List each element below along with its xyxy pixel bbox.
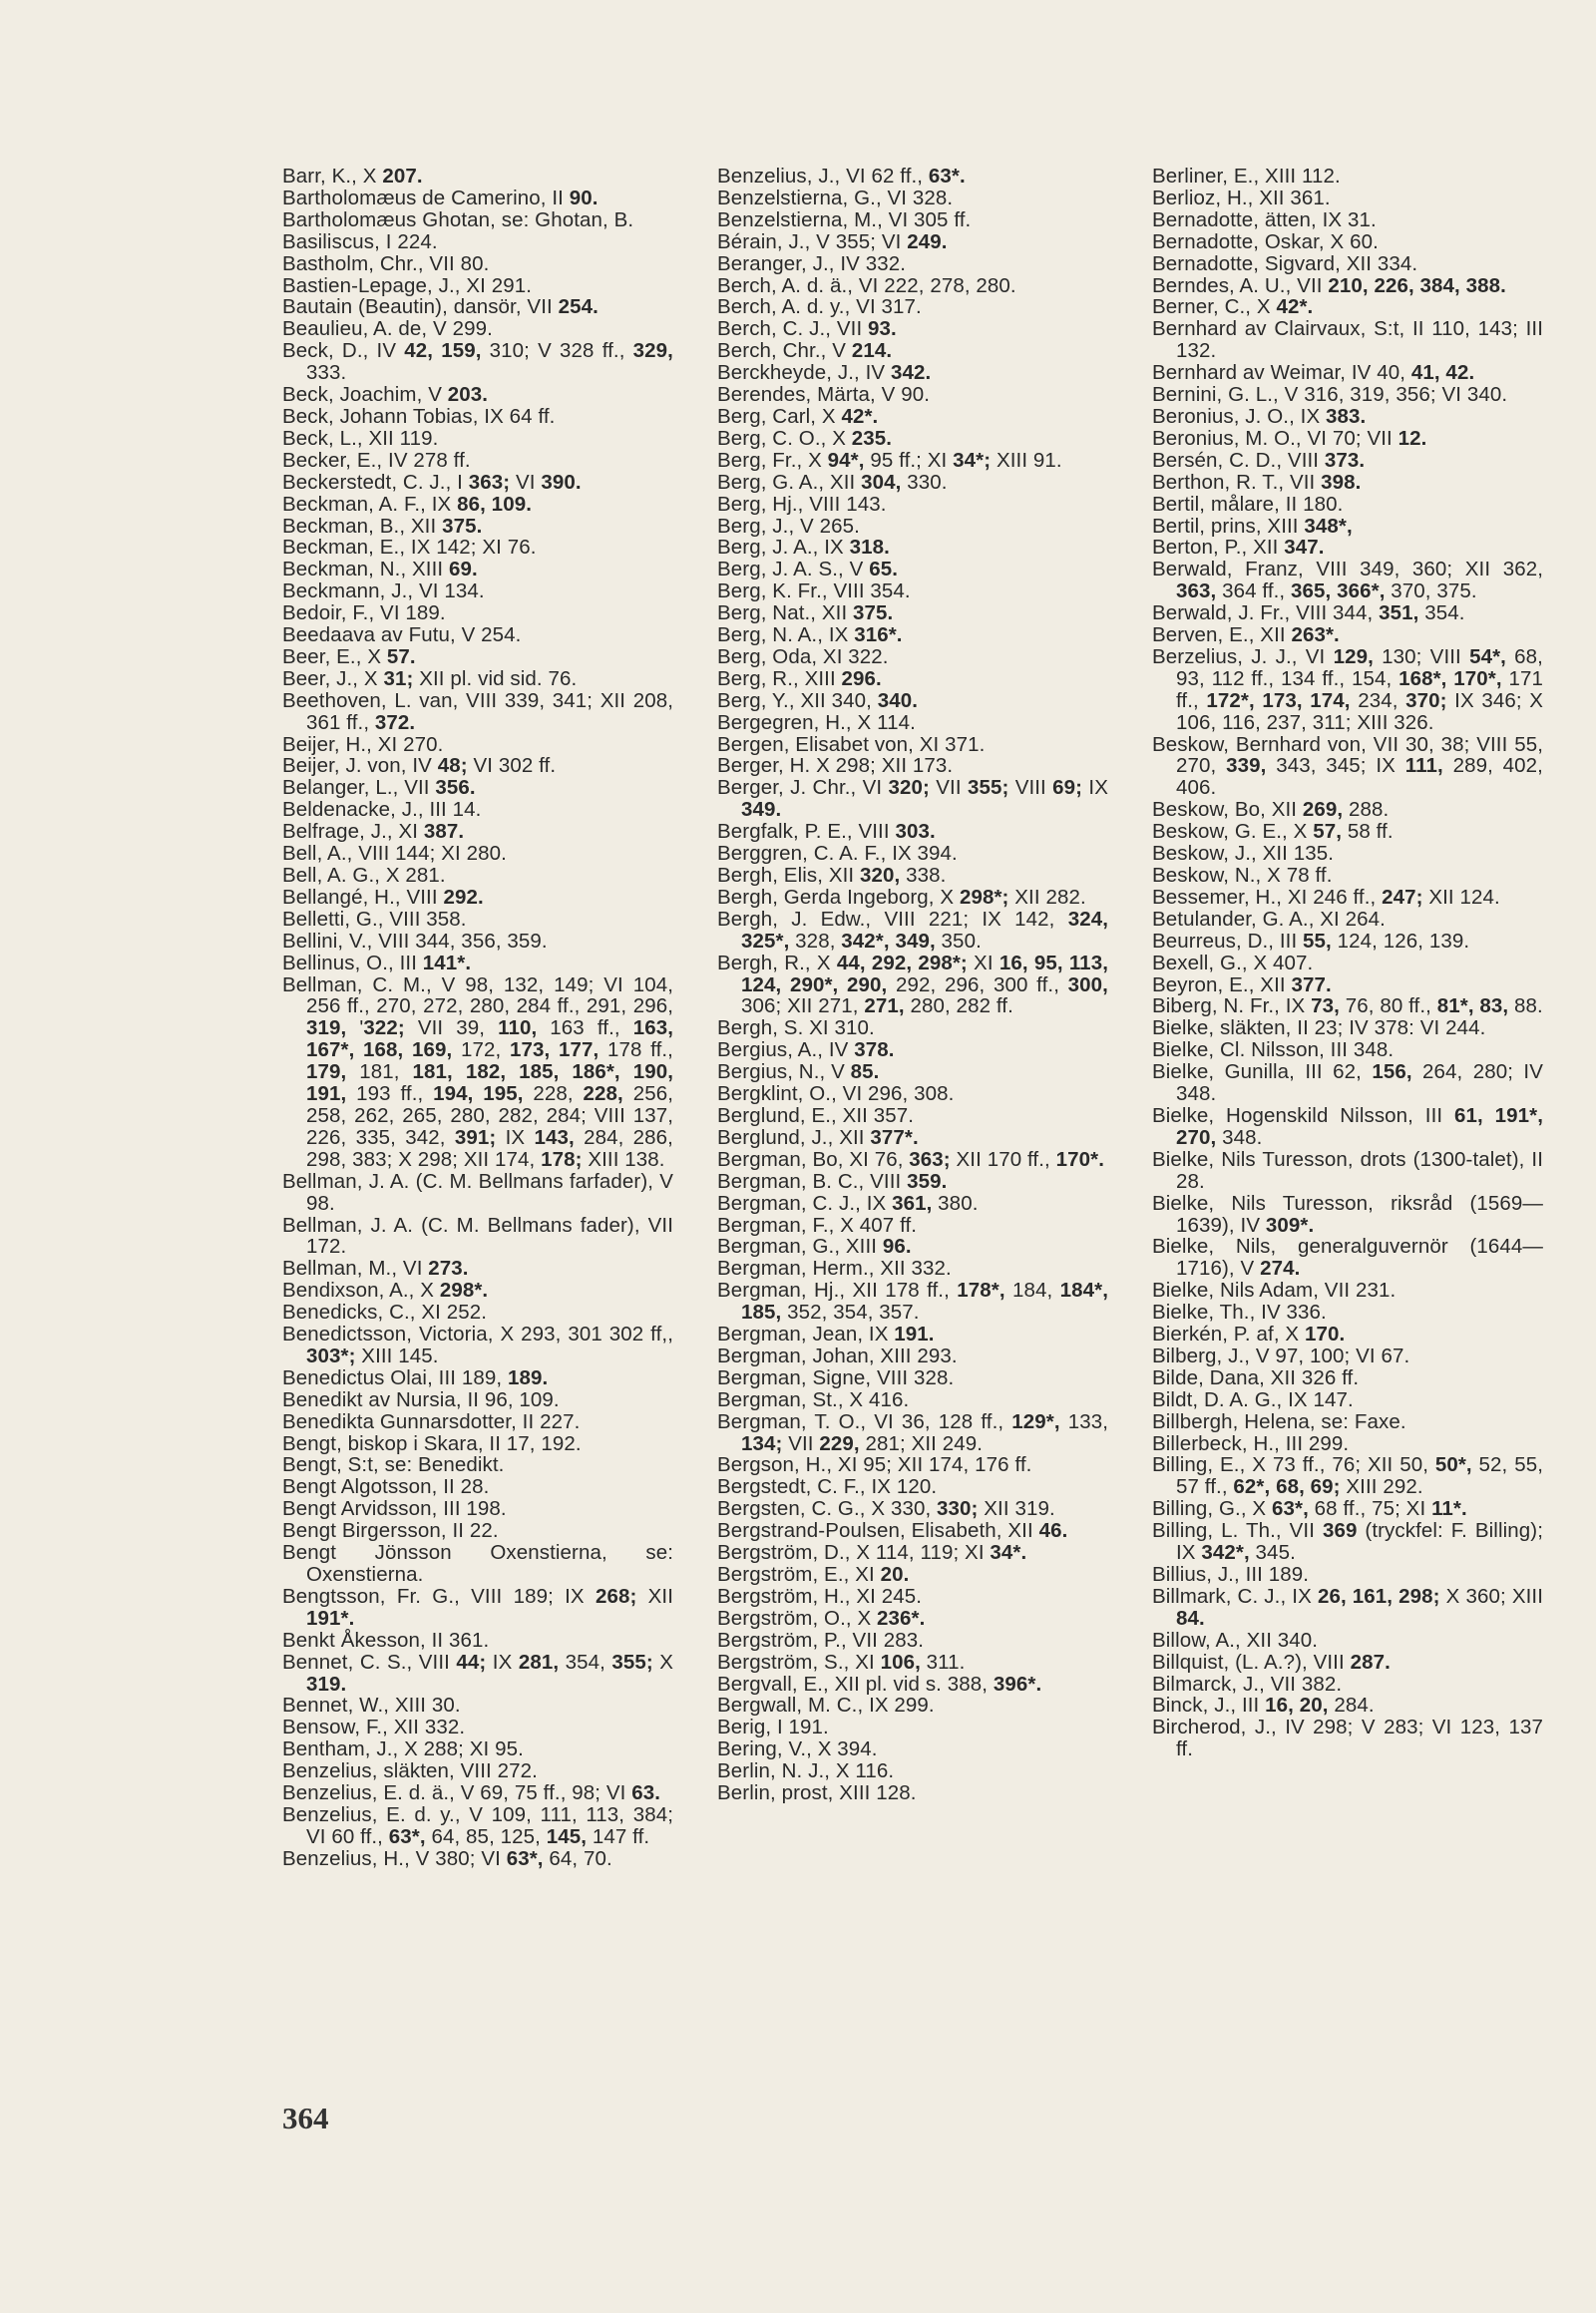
index-entry: Bernadotte, ätten, IX 31. [1152,207,1377,231]
index-entry: Bernhard av Clairvaux, S:t, II 110, 143; III 132. [1152,317,1543,363]
index-entry: Bielke, Nils, generalguvernör (1644—1716), V 274. [1152,1235,1543,1281]
index-entry: Beijer, H., XI 270. [282,732,444,756]
index-entry: Berch, A. d. y., VI 317. [717,295,922,319]
index-entry: Bilde, Dana, XII 326 ff. [1152,1365,1360,1389]
index-entry: Bartholomæus de Camerino, II 90. [282,186,598,209]
index-entry: Beijer, J. von, IV 48; VI 302 ff. [282,754,557,778]
index-entry: Billbergh, Helena, se: Faxe. [1152,1409,1406,1433]
index-entry: Bengt, biskop i Skara, II 17, 192. [282,1431,582,1455]
index-entry: Benzelstierna, G., VI 328. [717,186,954,209]
index-entry: Berzelius, J. J., VI 129, 130; VIII 54*, 68, 93, 112 ff., 134 ff., 154, 168*, 170*, 171 ff., 172*, 173, 174, 234, 370; IX 346; X 106, 116, 237, 311; XIII 326. [1152,644,1544,734]
index-entry: Bergman, T. O., VI 36, 128 ff., 129*, 133, 134; VII 229, 281; XII 249. [717,1409,1108,1455]
index-entry: Bergman, Hj., XII 178 ff., 178*, 184, 184*, 185, 352, 354, 357. [717,1279,1109,1325]
index-entry: Berliner, E., XIII 112. [1152,165,1341,188]
index-entry: Bentham, J., X 288; XI 95. [282,1737,524,1761]
index-entry: Belanger, L., VII 356. [282,776,476,800]
index-entry: Bensow, F., XII 332. [282,1716,466,1739]
index-entry: Beronius, J. O., IX 383. [1152,404,1367,428]
index-entry: Beckerstedt, C. J., I 363; VI 390. [282,470,582,494]
index-entry: Bergius, A., IV 378. [717,1038,895,1062]
index-entry: Berglund, E., XII 357. [717,1103,915,1127]
index-entry: Bergson, H., XI 95; XII 174, 176 ff. [717,1453,1032,1477]
index-entry: Bernadotte, Sigvard, XII 334. [1152,251,1418,275]
index-entry: Billquist, (L. A.?), VIII 287. [1152,1650,1391,1674]
index-entry: Beskow, Bo, XII 269, 288. [1152,798,1390,822]
index-entry: Billing, G., X 63*, 68 ff., 75; XI 11*. [1152,1497,1467,1521]
index-entry: Beskow, J., XII 135. [1152,842,1335,866]
index-entry: Bernini, G. L., V 316, 319, 356; VI 340. [1152,383,1508,407]
index-entry: Bellangé, H., VIII 292. [282,885,484,909]
index-entry: Berg, Oda, XI 322. [717,644,889,668]
index-entry: Bellini, V., VIII 344, 356, 359. [282,929,548,953]
index-entry: Berg, N. A., IX 316*. [717,623,903,647]
index-column-3 [1152,166,1543,1760]
index-entry: Bergfalk, P. E., VIII 303. [717,820,936,844]
index-entry: Billius, J., III 189. [1152,1563,1310,1586]
index-entry: Benzelius, släkten, VIII 272. [282,1759,538,1783]
index-entry: Beyron, E., XII 377. [1152,972,1332,996]
index-entry: Bastien-Lepage, J., XI 291. [282,273,533,297]
index-entry: Bengtsson, Fr. G., VIII 189; IX 268; XII 191*. [282,1584,673,1630]
index-entry: Bielke, Gunilla, III 62, 156, 264, 280; IV 348. [1152,1060,1544,1106]
index-entry: Beldenacke, J., III 14. [282,798,482,822]
index-entry: Bilberg, J., V 97, 100; VI 67. [1152,1344,1410,1367]
index-entry: Bartholomæus Ghotan, se: Ghotan, B. [282,207,634,231]
index-entry: Berg, K. Fr., VIII 354. [717,579,911,603]
index-entry: Betulander, G. A., XI 264. [1152,907,1386,931]
index-entry: Bellman, C. M., V 98, 132, 149; VI 104, 256 ff., 270, 272, 280, 284 ff., 291, 296, 319, '322; VII 39, 110, 163 ff., 163, 167*, 168, 169, 172, 173, 177, 178 ff., 179, 181, 181, 182, 185, 186*, 190, 191, 193 ff., 194, 195, 228, 228, 256, 258, 262, 265, 280, 282, 284; VIII 137, 226, 335, 342, 391; IX 143, 284, 286, 298, 383; X 298; XII 174, 178; XIII 138. [282,972,674,1171]
index-entry: Bengt, S:t, se: Benedikt. [282,1453,505,1477]
index-entry: Bergman, Herm., XII 332. [717,1257,952,1281]
index-entry: Bergström, D., X 114, 119; XI 34*. [717,1541,1027,1565]
index-entry: Bérain, J., V 355; VI 249. [717,229,948,253]
index-entry: Benzelius, E. d. y., V 109, 111, 113, 384; VI 60 ff., 63*, 64, 85, 125, 145, 147 ff. [282,1802,673,1848]
index-entry: Bergman, B. C., VIII 359. [717,1169,948,1193]
index-entry: Berlin, prost, XIII 128. [717,1781,917,1805]
index-entry: Bellman, J. A. (C. M. Bellmans farfader), V 98. [282,1169,673,1215]
index-entry: Bergh, Gerda Ingeborg, X 298*; XII 282. [717,885,1086,909]
index-entry: Bergh, S. XI 310. [717,1016,875,1040]
index-entry: Bergh, J. Edw., VIII 221; IX 142, 324, 325*, 328, 342*, 349, 350. [717,907,1108,953]
index-entry: Billmark, C. J., IX 26, 161, 298; X 360; XIII 84. [1152,1584,1543,1630]
index-entry: Berch, A. d. ä., VI 222, 278, 280. [717,273,1016,297]
index-entry: Berch, Chr., V 214. [717,339,893,363]
index-entry: Beck, L., XII 119. [282,426,439,450]
index-entry: Bergman, C. J., IX 361, 380. [717,1191,979,1215]
index-entry: Berglund, J., XII 377*. [717,1125,919,1149]
index-entry: Berig, I 191. [717,1716,829,1739]
index-entry: Berch, C. J., VII 93. [717,317,897,341]
index-entry: Berg, C. O., X 235. [717,426,893,450]
index-entry: Becker, E., IV 278 ff. [282,448,471,472]
index-entry: Billing, E., X 73 ff., 76; XII 50, 50*, 52, 55, 57 ff., 62*, 68, 69; XIII 292. [1152,1453,1543,1499]
index-entry: Berner, C., X 42*. [1152,295,1314,319]
index-entry: Berg, Fr., X 94*, 95 ff.; XI 34*; XIII 91. [717,448,1062,472]
index-entry: Bernhard av Weimar, IV 40, 41, 42. [1152,361,1475,385]
index-entry: Bergh, R., X 44, 292, 298*; XI 16, 95, 113, 124, 290*, 290, 292, 296, 300 ff., 300, 306; XII 271, 271, 280, 282 ff. [717,951,1108,1018]
index-entry: Bergman, Jean, IX 191. [717,1323,935,1347]
index-entry: Benedictsson, Victoria, X 293, 301 302 ff,, 303*; XIII 145. [282,1323,673,1367]
index-entry: Bergström, P., VII 283. [717,1628,925,1652]
index-entry: Bergklint, O., VI 296, 308. [717,1082,955,1106]
index-entry: Berendes, Märta, V 90. [717,383,931,407]
index-entry: Bergman, G., XIII 96. [717,1235,912,1259]
index-entry: Bell, A., VIII 144; XI 280. [282,842,507,866]
index-entry: Benkt Åkesson, II 361. [282,1628,490,1652]
index-entry: Bendixson, A., X 298*. [282,1279,489,1303]
index-entry: Bernadotte, Oskar, X 60. [1152,229,1379,253]
index-entry: Beckmann, J., VI 134. [282,579,485,603]
index-entry: Bexell, G., X 407. [1152,951,1314,974]
index-entry: Benzelius, E. d. ä., V 69, 75 ff., 98; VI 63. [282,1781,661,1805]
index-entry: Bessemer, H., XI 246 ff., 247; XII 124. [1152,885,1500,909]
index-entry: Belletti, G., VIII 358. [282,907,467,931]
index-entry: Bengt Algotsson, II 28. [282,1475,490,1499]
index-entry: Beckman, E., IX 142; XI 76. [282,536,537,560]
index-entry: Berg, J. A. S., V 65. [717,558,899,581]
index-entry: Benzelius, H., V 380; VI 63*, 64, 70. [282,1846,612,1870]
index-entry: Bengt Arvidsson, III 198. [282,1497,507,1521]
index-entry: Beckman, B., XII 375. [282,514,483,538]
index-entry: Berwald, J. Fr., VIII 344, 351, 354. [1152,601,1465,625]
index-entry: Berndes, A. U., VII 210, 226, 384, 388. [1152,273,1506,297]
index-entry: Benedikta Gunnarsdotter, II 227. [282,1409,581,1433]
index-entry: Binck, J., III 16, 20, 284. [1152,1694,1375,1718]
index-entry: Benedicks, C., XI 252. [282,1301,488,1325]
index-entry: Bielke, Nils Turesson, riksråd (1569—1639), IV 309*. [1152,1191,1543,1237]
index-entry: Bielke, Cl. Nilsson, III 348. [1152,1038,1395,1062]
index-entry: Beskow, N., X 78 ff. [1152,864,1333,887]
index-entry: Bergman, F., X 407 ff. [717,1213,918,1237]
index-entry: Bertil, målare, II 180. [1152,492,1344,516]
index-entry: Berckheyde, J., IV 342. [717,361,932,385]
index-column-1 [282,166,673,1870]
index-entry: Bering, V., X 394. [717,1737,878,1761]
index-entry: Bergman, Johan, XIII 293. [717,1344,958,1367]
index-entry: Berg, J., V 265. [717,514,860,538]
index-entry: Bielke, Nils Turesson, drots (1300-talet), II 28. [1152,1147,1543,1193]
index-entry: Bergström, E., XI 20. [717,1563,910,1586]
index-entry: Berg, G. A., XII 304, 330. [717,470,948,494]
page-number: 364 [282,2101,329,2135]
index-entry: Bergström, S., XI 106, 311. [717,1650,966,1674]
index-entry: Billow, A., XII 340. [1152,1628,1319,1652]
index-entry: Bersén, C. D., VIII 373. [1152,448,1366,472]
index-entry: Beskow, G. E., X 57, 58 ff. [1152,820,1394,844]
index-entry: Bergwall, M. C., IX 299. [717,1694,935,1718]
index-entry: Beranger, J., IV 332. [717,251,906,275]
index-entry: Basiliscus, I 224. [282,229,438,253]
index-entry: Beckman, A. F., IX 86, 109. [282,492,532,516]
index-entry: Bielke, släkten, II 23; IV 378: VI 244. [1152,1016,1486,1040]
index-entry: Beurreus, D., III 55, 124, 126, 139. [1152,929,1470,953]
index-entry: Bergegren, H., X 114. [717,710,916,734]
index-entry: Bergstrand-Poulsen, Elisabeth, XII 46. [717,1519,1068,1543]
index-entry: Bergman, Signe, VIII 328. [717,1365,955,1389]
index-entry: Berg, Hj., VIII 143. [717,492,887,516]
index-entry: Bautain (Beautin), dansör, VII 254. [282,295,598,319]
index-entry: Bergsten, C. G., X 330, 330; XII 319. [717,1497,1055,1521]
index-entry: Berthon, R. T., VII 398. [1152,470,1362,494]
index-entry: Berg, Carl, X 42*. [717,404,879,428]
index-entry: Bastholm, Chr., VII 80. [282,251,490,275]
index-entry: Bennet, W., XIII 30. [282,1694,461,1718]
index-entry: Berlin, N. J., X 116. [717,1759,895,1783]
index-entry: Bergen, Elisabet von, XI 371. [717,732,986,756]
index-entry: Beronius, M. O., VI 70; VII 12. [1152,426,1427,450]
index-entry: Bergman, Bo, XI 76, 363; XII 170 ff., 170*. [717,1147,1104,1171]
index-entry: Billing, L. Th., VII 369 (tryckfel: F. Billing); IX 342*, 345. [1152,1519,1543,1565]
index-column-2 [717,166,1108,1804]
index-entry: Bielke, Nils Adam, VII 231. [1152,1279,1396,1303]
index-entry: Bell, A. G., X 281. [282,864,446,887]
index-entry: Beer, E., X 57. [282,644,416,668]
index-entry: Beck, D., IV 42, 159, 310; V 328 ff., 329, 333. [282,339,673,385]
index-entry: Bellinus, O., III 141*. [282,951,472,974]
index-entry: Bellman, M., VI 273. [282,1257,469,1281]
index-entry: Berg, J. A., IX 318. [717,536,890,560]
index-entry: Bengt Jönsson Oxenstierna, se: Oxenstierna. [282,1541,673,1586]
index-entry: Bellman, J. A. (C. M. Bellmans fader), VII 172. [282,1213,673,1259]
index-entry: Bircherod, J., IV 298; V 283; VI 123, 137 ff. [1152,1716,1543,1761]
index-entry: Biberg, N. Fr., IX 73, 76, 80 ff., 81*, 83, 88. [1152,994,1543,1018]
index-entry: Bengt Birgersson, II 22. [282,1519,499,1543]
index-entry: Beck, Johann Tobias, IX 64 ff. [282,404,556,428]
index-entry: Bennet, C. S., VIII 44; IX 281, 354, 355; X 319. [282,1650,674,1696]
index-entry: Beck, Joachim, V 203. [282,383,489,407]
index-entry: Berg, Y., XII 340, 340. [717,688,919,712]
index-entry: Beer, J., X 31; XII pl. vid sid. 76. [282,666,578,690]
index-entry: Bergius, N., V 85. [717,1060,880,1084]
index-entry: Billerbeck, H., III 299. [1152,1431,1350,1455]
index-entry: Berggren, C. A. F., IX 394. [717,842,958,866]
index-entry: Benzelius, J., VI 62 ff., 63*. [717,165,966,188]
index-entry: Bergstedt, C. F., IX 120. [717,1475,938,1499]
index-entry: Bergström, O., X 236*. [717,1606,926,1630]
index-entry: Belfrage, J., XI 387. [282,820,465,844]
index-entry: Bildt, D. A. G., IX 147. [1152,1387,1354,1411]
index-entry: Bielke, Hogenskild Nilsson, III 61, 191*, 270, 348. [1152,1103,1543,1149]
index-entry: Benedictus Olai, III 189, 189. [282,1365,549,1389]
index-entry: Berton, P., XII 347. [1152,536,1325,560]
index-entry: Berg, Nat., XII 375. [717,601,894,625]
index-entry: Bergh, Elis, XII 320, 338. [717,864,947,887]
index-entry: Bertil, prins, XIII 348*, [1152,514,1353,538]
index-entry: Berger, H. X 298; XII 173. [717,754,954,778]
index-entry: Beedaava av Futu, V 254. [282,623,522,647]
index-entry: Barr, K., X 207. [282,165,423,188]
index-entry: Berven, E., XII 263*. [1152,623,1340,647]
index-entry: Bilmarck, J., VII 382. [1152,1672,1343,1696]
index-entry: Beskow, Bernhard von, VII 30, 38; VIII 55, 270, 339, 343, 345; IX 111, 289, 402, 406. [1152,732,1543,800]
index-entry: Bergman, St., X 416. [717,1387,910,1411]
index-entry: Bielke, Th., IV 336. [1152,1301,1327,1325]
index-entry: Bierkén, P. af, X 170. [1152,1323,1346,1347]
index-entry: Bergvall, E., XII pl. vid s. 388, 396*. [717,1672,1042,1696]
index-entry: Berwald, Franz, VIII 349, 360; XII 362, 363, 364 ff., 365, 366*, 370, 375. [1152,558,1543,603]
index-entry: Bergström, H., XI 245. [717,1584,922,1608]
index-entry: Berg, R., XIII 296. [717,666,882,690]
index-entry: Beethoven, L. van, VIII 339, 341; XII 208, 361 ff., 372. [282,688,673,734]
index-entry: Bedoir, F., VI 189. [282,601,446,625]
index-entry: Beaulieu, A. de, V 299. [282,317,493,341]
index-entry: Benzelstierna, M., VI 305 ff. [717,207,972,231]
index-entry: Benedikt av Nursia, II 96, 109. [282,1387,560,1411]
index-entry: Berger, J. Chr., VI 320; VII 355; VIII 69; IX 349. [717,776,1108,822]
index-entry: Berlioz, H., XII 361. [1152,186,1331,209]
index-entry: Beckman, N., XIII 69. [282,558,478,581]
